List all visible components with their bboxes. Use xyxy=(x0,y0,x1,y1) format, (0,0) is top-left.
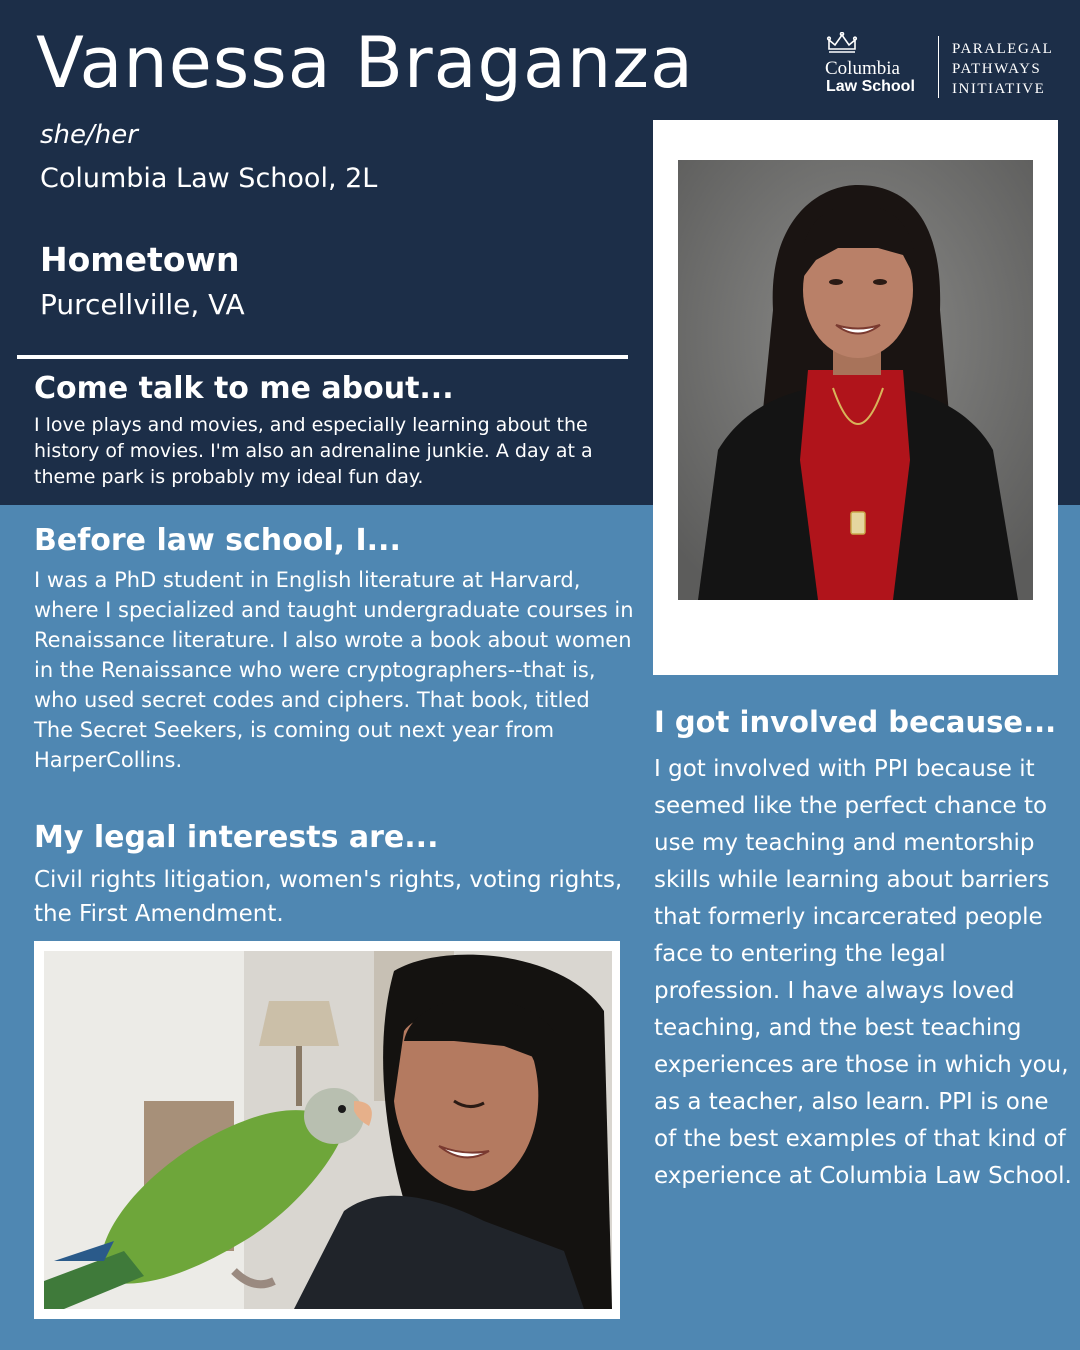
logo-columbia: Columbia xyxy=(825,58,900,79)
crown-icon xyxy=(826,32,858,54)
portrait-frame xyxy=(653,120,1058,675)
legal-body: Civil rights litigation, women's rights, voting rights, the First Amendment. xyxy=(34,867,623,927)
before-heading: Before law school, I... xyxy=(34,523,401,558)
legal-heading: My legal interests are... xyxy=(34,820,439,855)
talk-body: I love plays and movies, and especially learning about the history of movies. I'm also an adrenaline junkie. A day at a theme park is probably my ideal fun day. xyxy=(34,414,593,488)
logo-divider xyxy=(938,36,939,98)
involved-body: I got involved with PPI because it seemed like the perfect chance to use my teaching and mentorship skills while learning about barriers that formerly incarcerated people face to entering the legal profession. I have always loved teaching, and the best teaching experiences are those in which you, as a teacher, also learn. PPI is one of the best examples of that kind of experience at Columbia Law School. xyxy=(654,756,1072,1189)
pronouns: she/her xyxy=(40,120,138,150)
logo-law-school: Law School xyxy=(826,78,915,95)
logo-initiative xyxy=(952,39,1053,99)
involved-heading: I got involved because... xyxy=(654,705,1057,739)
divider xyxy=(17,355,628,359)
columbia-ppi-logo xyxy=(822,32,1062,102)
logo-initiative-line: PATHWAYS xyxy=(952,61,1042,77)
talk-heading: Come talk to me about... xyxy=(34,371,454,406)
profile-name: Vanessa Braganza xyxy=(36,22,694,104)
logo-initiative-line: PARALEGAL xyxy=(952,41,1054,57)
portrait-photo xyxy=(678,160,1033,600)
hometown-heading: Hometown xyxy=(40,240,240,279)
school-year: Columbia Law School, 2L xyxy=(40,163,378,194)
before-body: I was a PhD student in English literature at Harvard, where I specialized and taught undergraduate courses in Renaissance literature. I also wrote a book about women in the Renaissance who were cryptographers--that is, who used secret codes and ciphers. That book, titled The Secret Seekers, is coming out next year from HarperCollins. xyxy=(34,568,634,772)
parrot-photo xyxy=(44,951,612,1309)
parrot-photo-frame xyxy=(34,941,620,1319)
hometown-value: Purcellville, VA xyxy=(40,288,245,321)
logo-initiative-line: INITIATIVE xyxy=(952,81,1046,97)
